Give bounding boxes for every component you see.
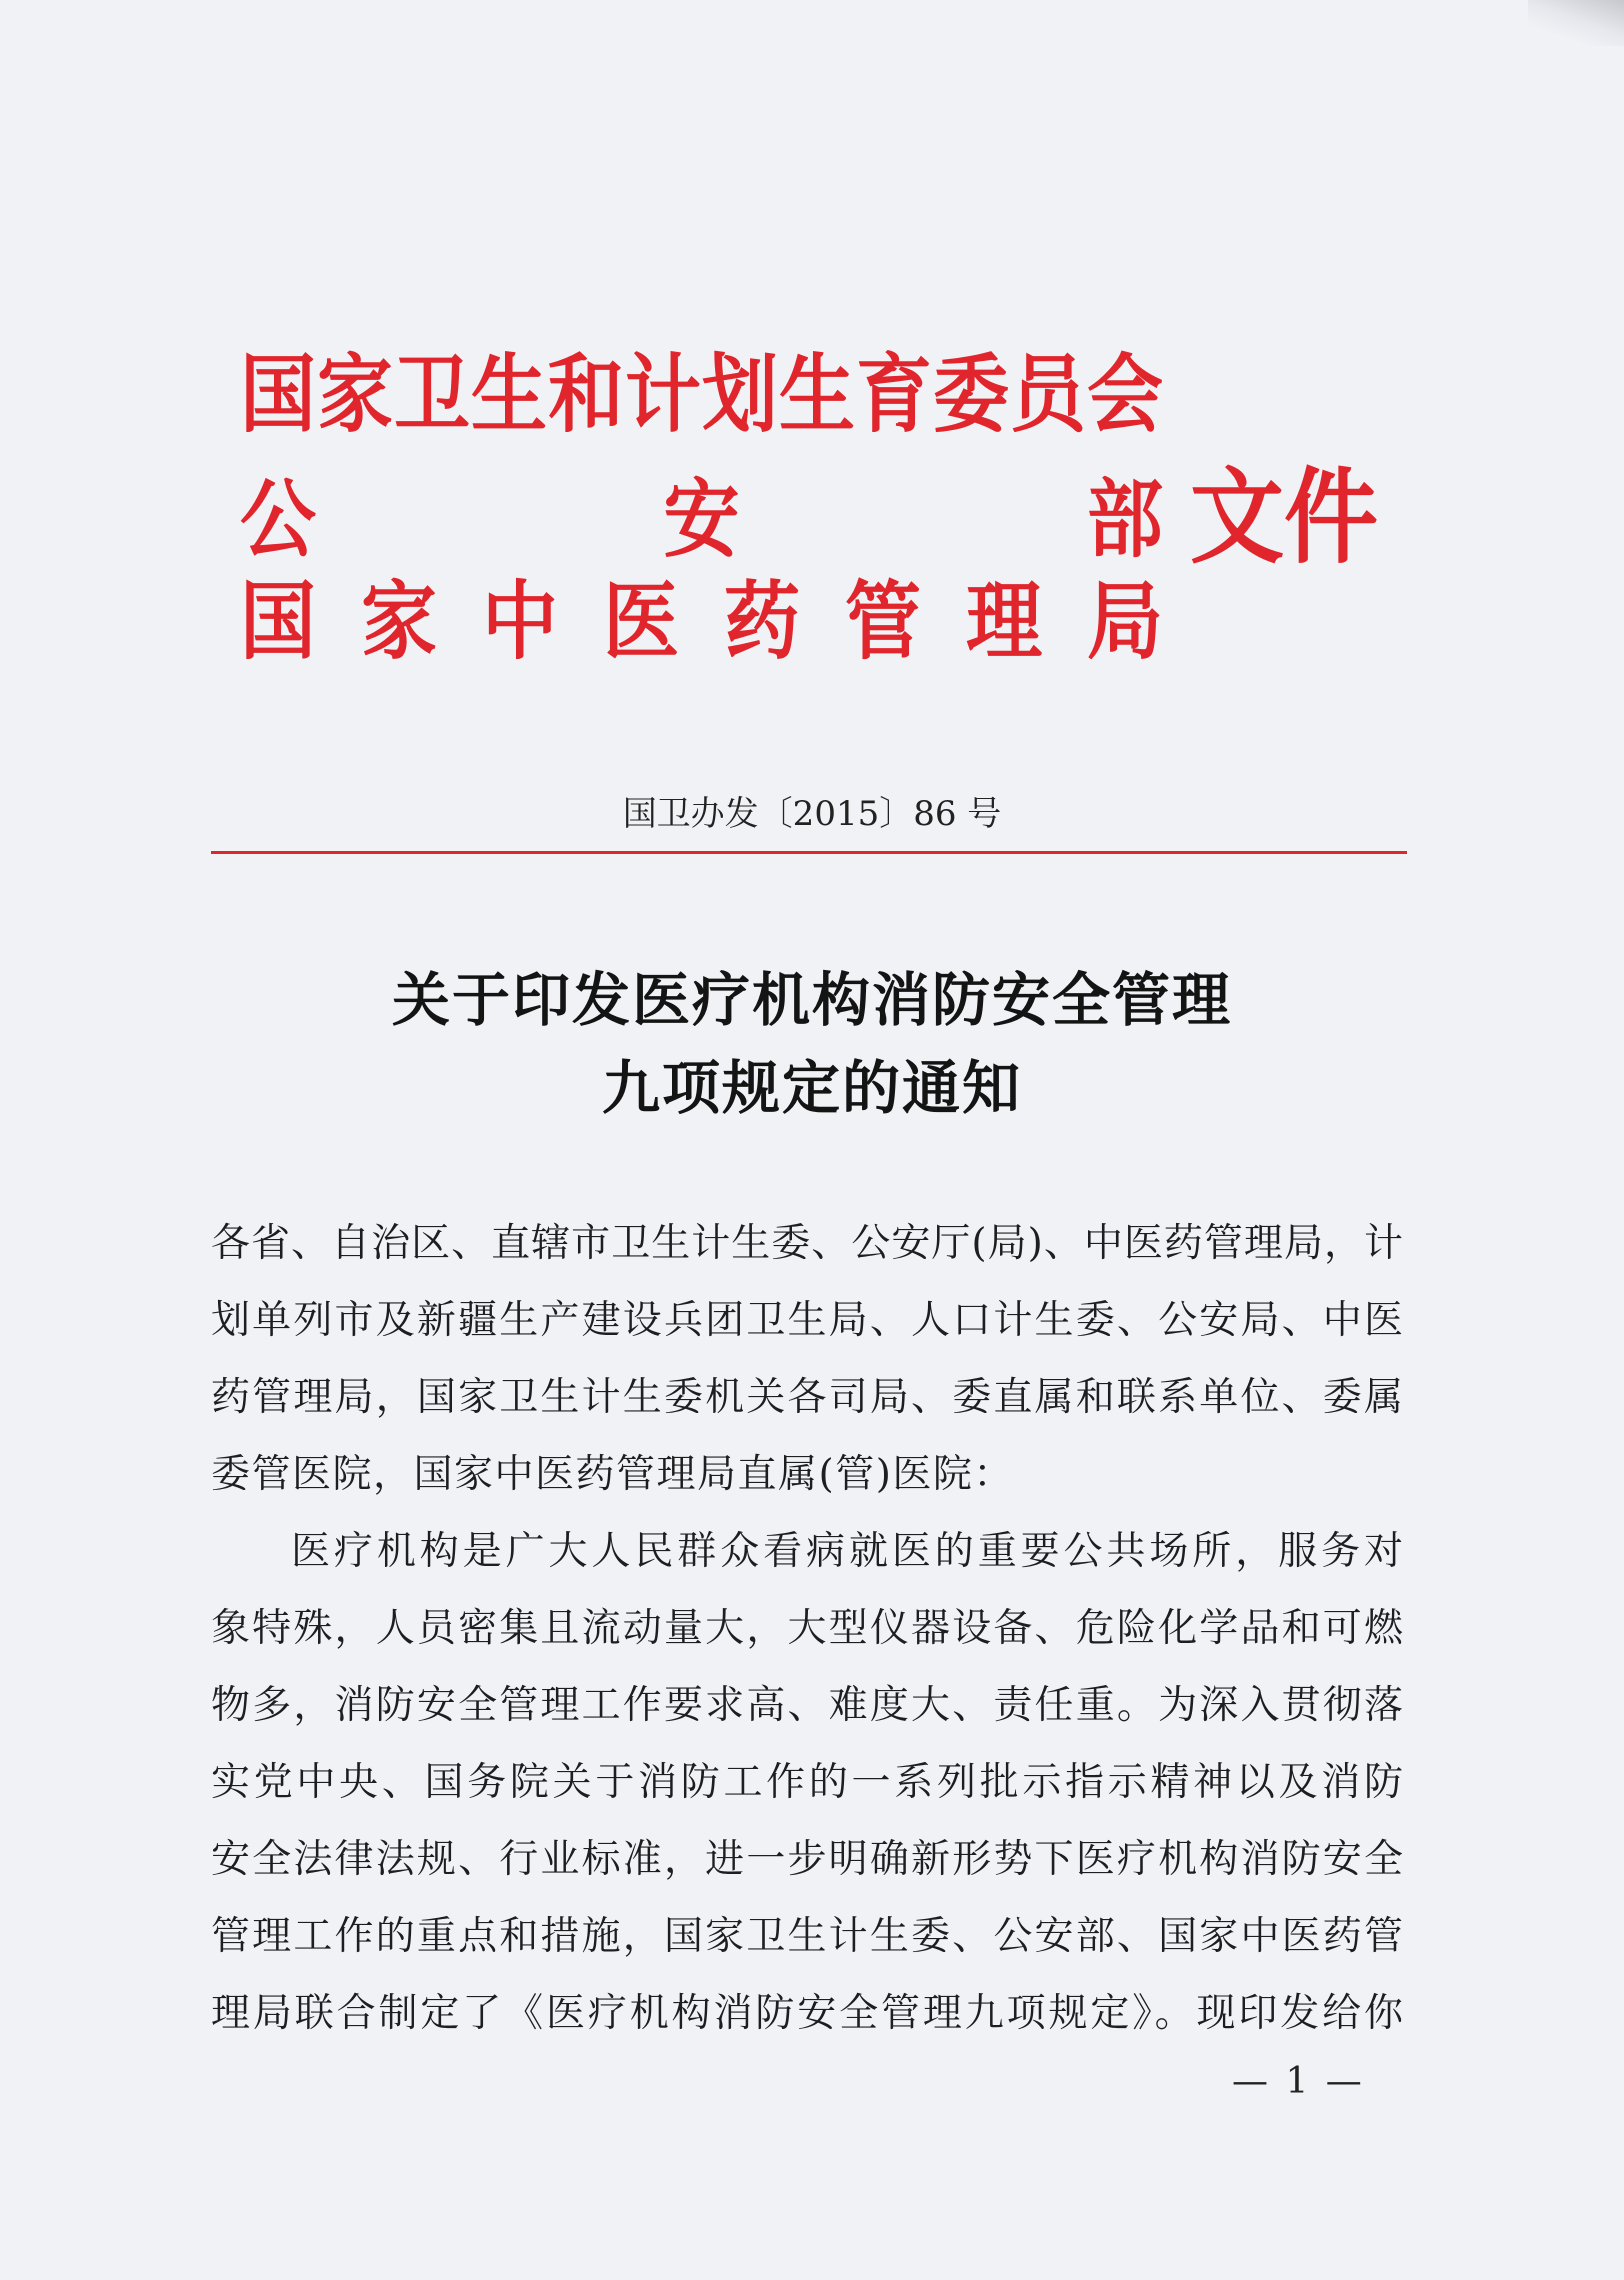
issuer-line: 公安部 xyxy=(240,469,1163,570)
document-type-label: 文件 xyxy=(1190,457,1379,579)
salutation-line: 委管医院，国家中医药管理局直属(管)医院： xyxy=(211,1452,1014,1497)
title-line: 九项规定的通知 xyxy=(601,1054,1022,1122)
issuer-line: 国家卫生和计划生育委员会 xyxy=(240,344,1163,445)
red-separator-line xyxy=(211,851,1407,854)
main-paragraph xyxy=(211,1513,1403,2052)
page-corner-fold xyxy=(1528,0,1624,46)
paragraph-line: 医疗机构是广大人民群众看病就医的重要公共场所，服务对 xyxy=(291,1529,1403,1574)
salutation-line: 划单列市及新疆生产建设兵团卫生局、人口计生委、公安局、中医 xyxy=(211,1298,1403,1343)
paragraph-line: 理局联合制定了《医疗机构消防安全管理九项规定》。现印发给你 xyxy=(211,1991,1403,2036)
salutation-line: 药管理局，国家卫生计生委机关各司局、委直属和联系单位、委属 xyxy=(211,1375,1403,1420)
issuer-line: 国家中医药管理局 xyxy=(240,571,1163,672)
salutation-paragraph xyxy=(211,1205,1403,1513)
salutation-line: 各省、自治区、直辖市卫生计生委、公安厅(局)、中医药管理局，计 xyxy=(211,1221,1403,1266)
document-number: 国卫办发〔2015〕86 号 xyxy=(622,794,1002,834)
document-body xyxy=(211,1205,1403,2052)
document-title xyxy=(0,956,1624,1132)
paragraph-line: 管理工作的重点和措施，国家卫生计生委、公安部、国家中医药管 xyxy=(211,1914,1403,1959)
paragraph-line: 实党中央、国务院关于消防工作的一系列批示指示精神以及消防 xyxy=(211,1760,1403,1805)
page-number: — 1 — xyxy=(1232,2061,1365,2102)
paragraph-line: 象特殊，人员密集且流动量大，大型仪器设备、危险化学品和可燃 xyxy=(211,1606,1403,1651)
paragraph-line: 安全法律法规、行业标准，进一步明确新形势下医疗机构消防安全 xyxy=(211,1837,1403,1882)
paragraph-line: 物多，消防安全管理工作要求高、难度大、责任重。为深入贯彻落 xyxy=(211,1683,1403,1728)
title-line: 关于印发医疗机构消防安全管理 xyxy=(391,966,1232,1034)
